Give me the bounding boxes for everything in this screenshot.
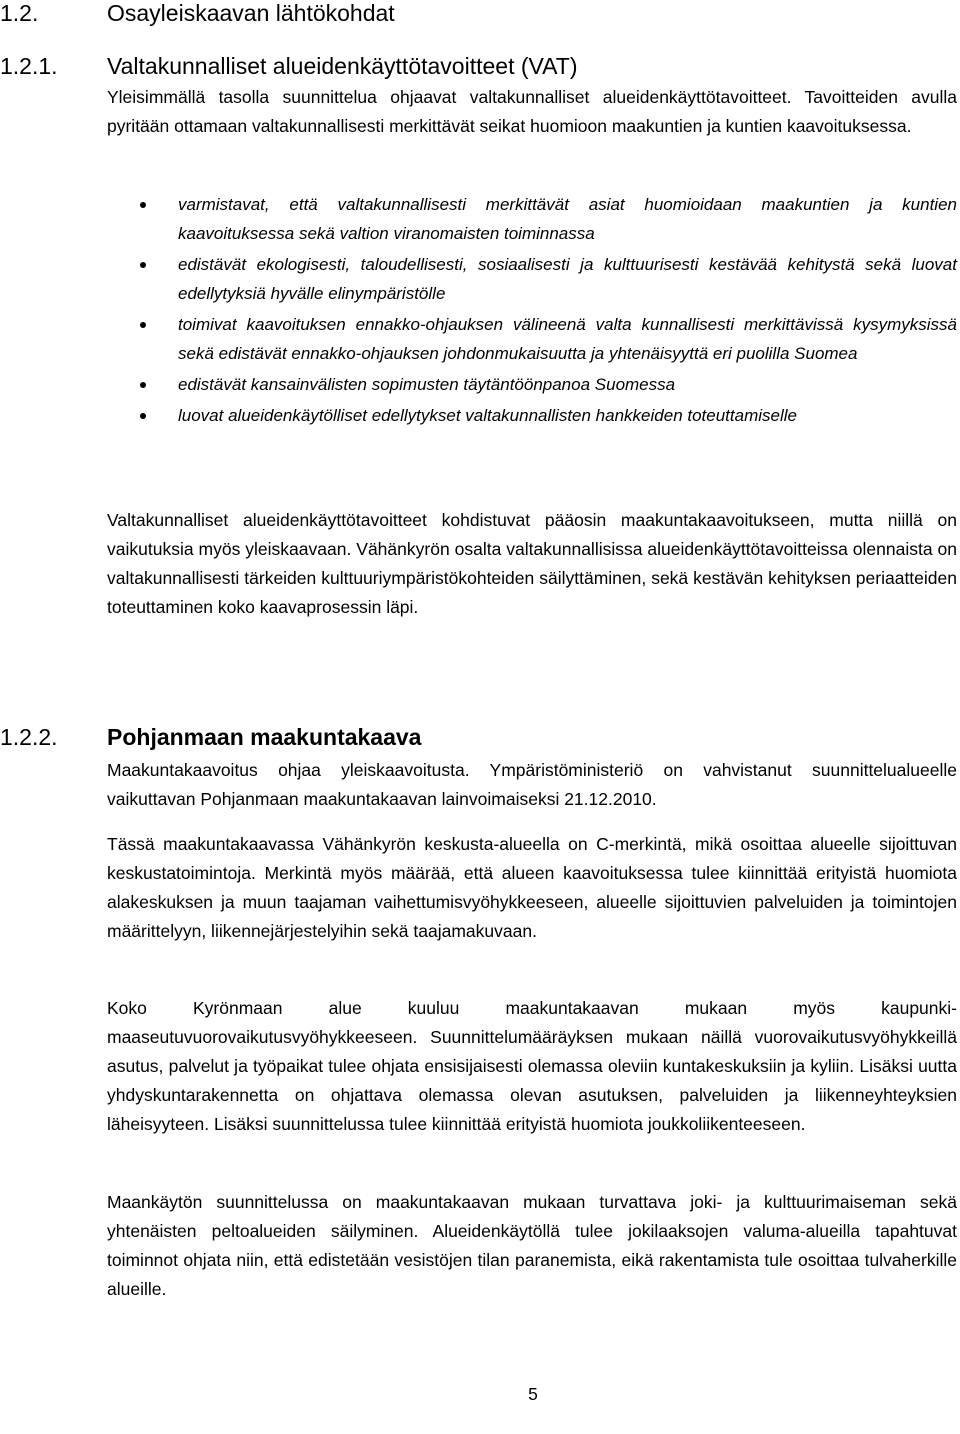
list-item-text: edistävät kansainvälisten sopimusten täytäntöönpanoa Suomessa [178,375,676,394]
list-item [107,250,957,308]
bullet-icon [140,262,146,268]
section-title: Valtakunnalliset alueidenkäyttötavoitteet (VAT) [107,53,578,79]
bullet-icon [140,382,146,388]
bullet-icon [140,202,146,208]
list-item [107,370,957,399]
vat-summary-paragraph [107,506,957,622]
bullet-icon [140,413,146,419]
list-item [107,190,957,248]
maakuntakaava-paragraph-4 [107,1188,957,1304]
vat-intro-paragraph [107,83,957,141]
maakuntakaava-paragraph-2 [107,830,957,946]
paragraph-text: Tässä maakuntakaavassa Vähänkyrön keskusta-alueella on C-merkintä, mikä osoittaa alueelle sijoittuvan keskustatoimintoja. Merkintä myös määrää, että alueen kaavoituksessa tulee kiinnittää erityistä huomiota alakeskuksen ja muun taajaman vaihettumisvyöhykkeeseen, alueelle sijoittuvien palveluiden ja toimintojen määrittelyyn, liikennejärjestelyihin sekä taajamakuvaan. [107,834,957,941]
section-number: 1.2. [0,0,39,26]
paragraph-text: Maankäytön suunnittelussa on maakuntakaavan mukaan turvattava joki- ja kulttuurimaiseman sekä yhtenäisten peltoalueiden säilyminen. Alueidenkäytöllä tulee jokilaaksojen valuma-alueilla tapahtuvat toiminnot ohjata niin, että edistetään vesistöjen tilan paranemista, eikä rakentamista tule osoittaa tulvaherkille alueille. [107,1192,957,1299]
section-title: Pohjanmaan maakuntakaava [107,724,422,750]
bullet-icon [140,322,146,328]
paragraph-text: Maakuntakaavoitus ohjaa yleiskaavoitusta. Ympäristöministeriö on vahvistanut suunnittelualueelle vaikuttavan Pohjanmaan maakuntakaavan lainvoimaiseksi 21.12.2010. [107,760,957,809]
list-item [107,310,957,368]
paragraph-text: Yleisimmällä tasolla suunnittelua ohjaavat valtakunnalliset alueidenkäyttötavoitteet. Tavoitteiden avulla pyritään ottamaan valtakunnallisesti merkittävät seikat huomioon maakuntien ja kuntien kaavoituksessa. [107,87,957,136]
section-title: Osayleiskaavan lähtökohdat [107,0,395,26]
list-item-text: varmistavat, että valtakunnallisesti merkittävät asiat huomioidaan maakuntien ja kuntien kaavoituksessa sekä valtion viranomaisten toiminnassa [178,195,957,243]
list-item-text: toimivat kaavoituksen ennakko-ohjauksen välineenä valta kunnallisesti merkittävissä kysymyksissä sekä edistävät ennakko-ohjauksen johdonmukaisuutta ja yhtenäisyyttä eri puolilla Suomea [178,315,957,363]
list-item-text: edistävät ekologisesti, taloudellisesti, sosiaalisesti ja kulttuurisesti kestävää kehitystä sekä luovat edellytyksiä hyvälle elinympäristölle [178,255,957,303]
maakuntakaava-paragraph-1 [107,756,957,814]
section-number: 1.2.1. [0,53,58,79]
page-number: 5 [528,1384,538,1404]
list-item-text: luovat alueidenkäytölliset edellytykset valtakunnallisten hankkeiden toteuttamiselle [178,406,797,425]
list-item [107,401,957,430]
maakuntakaava-paragraph-3 [107,994,957,1139]
section-number: 1.2.2. [0,724,58,750]
paragraph-text: Koko Kyrönmaan alue kuuluu maakuntakaavan mukaan myös kaupunki-maaseutuvuorovaikutusvyöhykkeeseen. Suunnittelumääräyksen mukaan näillä vuorovaikutusvyöhykkeillä asutus, palvelut ja työpaikat tulee ohjata ensisijaisesti olemassa oleviin kuntakeskuksiin ja kyliin. Lisäksi uutta yhdyskuntarakennetta on ohjattava olemassa olevan asutuksen, palveluiden ja liikenneyhteyksien läheisyyteen. Lisäksi suunnittelussa tulee kiinnittää erityistä huomiota joukkoliikenteeseen. [107,998,957,1134]
paragraph-text: Valtakunnalliset alueidenkäyttötavoitteet kohdistuvat pääosin maakuntakaavoitukseen, mutta niillä on vaikutuksia myös yleiskaavaan. Vähänkyrön osalta valtakunnallisissa alueidenkäyttötavoitteissa olennaista on valtakunnallisesti tärkeiden kulttuuriympäristökohteiden säilyttäminen, sekä kestävän kehityksen periaatteiden toteuttaminen koko kaavaprosessin läpi. [107,510,957,617]
vat-goals-list [107,190,957,432]
